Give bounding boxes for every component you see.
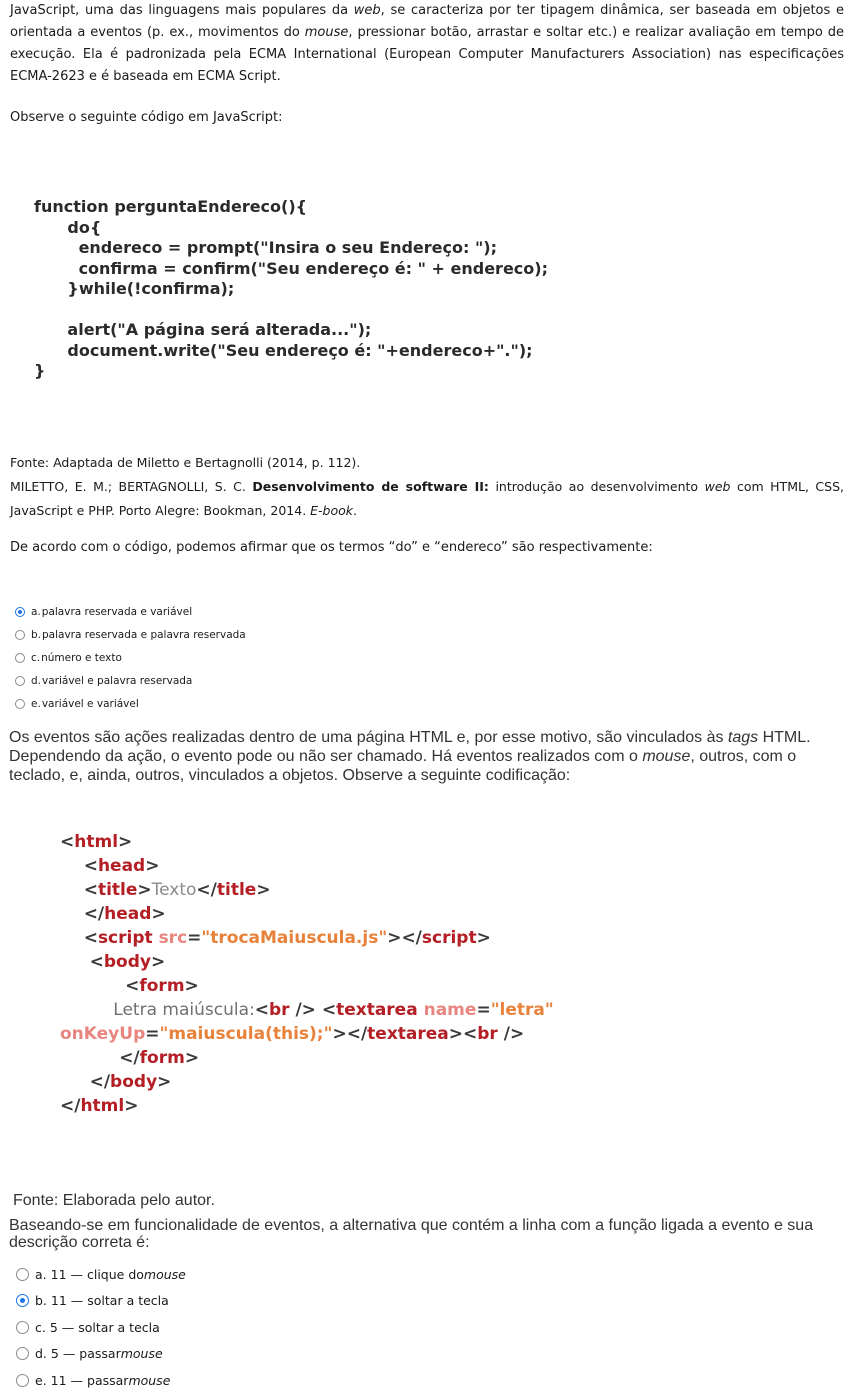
question1-observe-text: Observe o seguinte código em JavaScript: bbox=[10, 110, 283, 125]
code-line bbox=[34, 300, 548, 321]
radio-button[interactable] bbox=[15, 676, 25, 686]
answer-option-a[interactable] bbox=[16, 1261, 186, 1288]
option-italic: mouse bbox=[128, 1372, 171, 1388]
option-text: 11 — passar bbox=[50, 1372, 129, 1388]
radio-button[interactable] bbox=[16, 1321, 29, 1334]
option-letter: d. bbox=[35, 1346, 47, 1362]
source-title: Desenvolvimento de software II: bbox=[252, 479, 489, 494]
code-line: function perguntaEndereco(){ bbox=[34, 197, 308, 216]
code-line: <body> bbox=[89, 952, 166, 972]
answer-option-c[interactable] bbox=[15, 646, 246, 669]
source-subtitle-1: introdução ao desenvolvimento bbox=[488, 479, 705, 494]
code-line: do{ bbox=[34, 217, 102, 237]
answer-option-c[interactable] bbox=[16, 1314, 186, 1341]
question1-intro bbox=[10, 0, 844, 88]
q2-intro-part2: HTML. Dependendo da ação, o evento pode ou não ser chamado. Há eventos realizados com o bbox=[9, 729, 811, 765]
q2-intro-mouse: mouse bbox=[642, 748, 691, 765]
question1-options bbox=[15, 600, 246, 716]
radio-button[interactable] bbox=[16, 1294, 29, 1307]
code-line: }while(!confirma); bbox=[34, 279, 235, 298]
radio-button[interactable] bbox=[15, 699, 25, 709]
option-text: palavra reservada e palavra reservada bbox=[42, 628, 246, 641]
code-line: } bbox=[34, 361, 46, 380]
code-line: </html> bbox=[60, 1096, 139, 1116]
source-end: . bbox=[353, 503, 358, 518]
code-line: confirma = confirm("Seu endereço é: " + endereco); bbox=[34, 258, 548, 278]
html-code-block bbox=[60, 830, 554, 1118]
option-text: número e texto bbox=[41, 651, 122, 664]
source-subtitle-2: com HTML, CSS, JavaScript e PHP. Porto Alegre: Bookman, 2014. bbox=[10, 479, 844, 518]
option-text: variável e palavra reservada bbox=[42, 675, 193, 688]
q1-intro-part3: , pressionar botão, arrastar e soltar etc.) e realizar avaliação em tempo de execução. Ela é padronizada pela ECMA International (European Computer Manufacturers Association) nas especificações ECMA-2623 e é baseada em ECMA Script. bbox=[10, 25, 844, 84]
option-italic: mouse bbox=[120, 1346, 163, 1362]
option-letter: a. bbox=[31, 605, 41, 618]
question2-intro bbox=[9, 728, 843, 785]
source-reference bbox=[10, 475, 844, 523]
q1-intro-mouse: mouse bbox=[304, 25, 349, 40]
source-ebook: E-book bbox=[310, 503, 354, 518]
code-line: onKeyUp="maiuscula(this);"></textarea><br /> bbox=[60, 1024, 525, 1044]
option-letter: b. bbox=[31, 628, 42, 641]
question2-prompt: Baseando-se em funcionalidade de eventos, a alternativa que contém a linha com a função ligada a evento e sua descrição correta é: bbox=[9, 1217, 814, 1251]
code-line: Letra maiúscula:<br /> <textarea name="letra" bbox=[113, 1000, 554, 1020]
q2-intro-part3: , outros, com o teclado, e, ainda, outros, vinculados a objetos. Observe a seguinte codificação: bbox=[9, 748, 797, 784]
option-text: 5 — passar bbox=[50, 1346, 121, 1362]
code-line: </head> bbox=[83, 904, 166, 924]
option-letter: b. bbox=[35, 1293, 47, 1309]
question1-prompt: De acordo com o código, podemos afirmar que os termos “do” e “endereco” são respectivamente: bbox=[10, 540, 653, 555]
q1-intro-part1: JavaScript, uma das linguagens mais populares da bbox=[10, 3, 354, 18]
radio-button[interactable] bbox=[15, 630, 25, 640]
option-text: variável e variável bbox=[41, 698, 139, 711]
option-text: 5 — soltar a tecla bbox=[49, 1319, 160, 1335]
code-line: endereco = prompt("Insira o seu Endereço: "); bbox=[34, 238, 497, 257]
source-authors: MILETTO, E. M.; BERTAGNOLLI, S. C. bbox=[10, 479, 253, 494]
option-letter: e. bbox=[31, 698, 41, 711]
option-letter: e. bbox=[35, 1372, 47, 1388]
answer-option-d[interactable] bbox=[15, 670, 246, 693]
source-web: web bbox=[704, 479, 731, 494]
question2-options bbox=[16, 1261, 186, 1394]
answer-option-b[interactable] bbox=[16, 1288, 186, 1315]
q1-intro-web: web bbox=[353, 3, 381, 18]
answer-option-e[interactable] bbox=[16, 1367, 186, 1394]
q2-intro-part1: Os eventos são ações realizadas dentro de uma página HTML e, por esse motivo, são vinculados às bbox=[9, 729, 728, 746]
code-line: alert("A página será alterada..."); bbox=[34, 320, 372, 339]
source-line: Fonte: Adaptada de Miletto e Bertagnolli (2014, p. 112). bbox=[10, 455, 361, 470]
answer-option-a[interactable] bbox=[15, 600, 246, 623]
answer-option-b[interactable] bbox=[15, 623, 246, 646]
radio-button[interactable] bbox=[15, 653, 25, 663]
radio-button[interactable] bbox=[16, 1347, 29, 1360]
code-line: <script src="trocaMaiuscula.js"></script> bbox=[83, 928, 491, 948]
radio-button[interactable] bbox=[16, 1268, 29, 1281]
javascript-code-block bbox=[34, 197, 548, 382]
answer-option-d[interactable] bbox=[16, 1341, 186, 1368]
radio-button[interactable] bbox=[16, 1374, 29, 1387]
q2-intro-tags: tags bbox=[727, 729, 759, 746]
code-line: <title>Texto</title> bbox=[83, 880, 271, 900]
code-line: document.write("Seu endereço é: "+endereco+"."); bbox=[34, 340, 533, 360]
code-line: </form> bbox=[119, 1048, 200, 1068]
question1-source bbox=[10, 451, 844, 523]
option-text: 11 — clique do bbox=[50, 1266, 144, 1282]
code-line: <form> bbox=[125, 976, 199, 996]
radio-button[interactable] bbox=[15, 607, 25, 617]
option-letter: d. bbox=[31, 675, 42, 688]
answer-option-e[interactable] bbox=[15, 693, 246, 716]
option-letter: c. bbox=[31, 651, 41, 664]
option-text: 11 — soltar a tecla bbox=[50, 1293, 169, 1309]
option-letter: a. bbox=[35, 1266, 47, 1282]
option-text: palavra reservada e variável bbox=[41, 605, 193, 618]
option-letter: c. bbox=[35, 1319, 46, 1335]
code-line: </body> bbox=[89, 1072, 172, 1092]
code-line: <html> bbox=[60, 832, 133, 852]
option-italic: mouse bbox=[143, 1266, 186, 1282]
q1-intro-part2: , se caracteriza por ter tipagem dinâmica, ser baseada em objetos e orientada a eventos (p. ex., movimentos do bbox=[10, 3, 844, 40]
question2-source: Fonte: Elaborada pelo autor. bbox=[13, 1192, 215, 1209]
code-line: <head> bbox=[83, 856, 160, 876]
